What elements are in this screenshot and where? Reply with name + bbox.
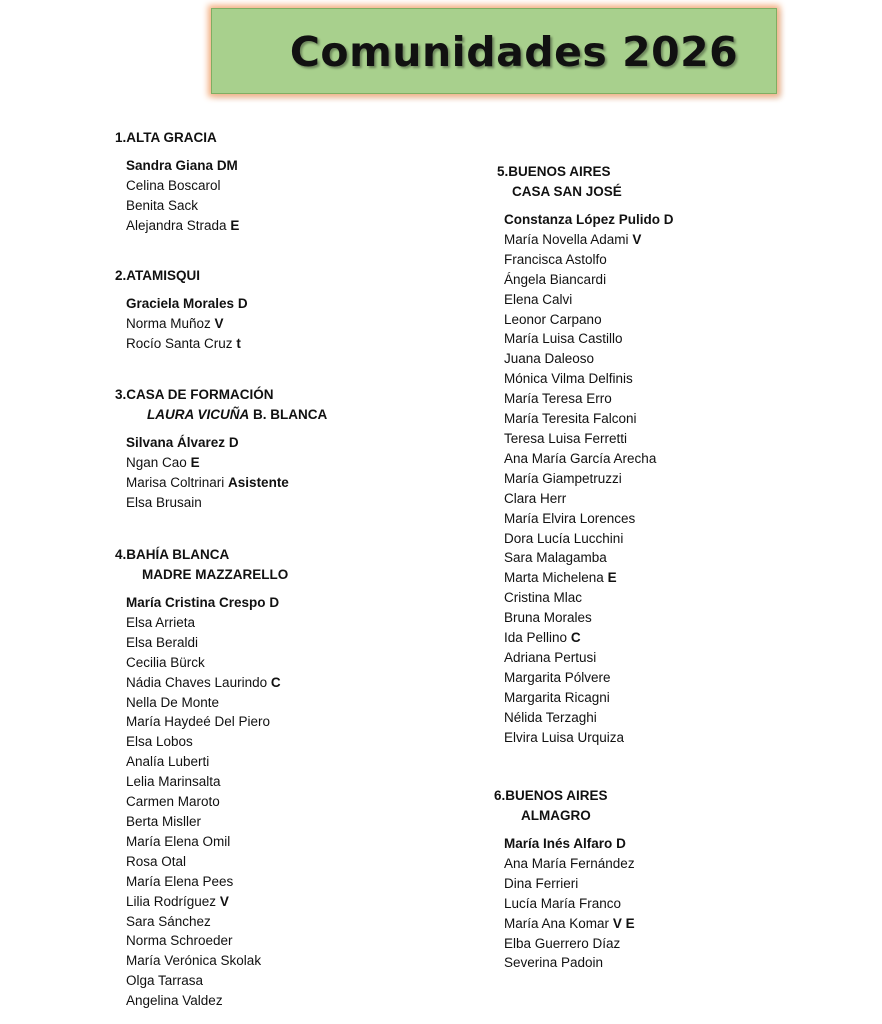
- role-badge: D: [237, 296, 248, 311]
- member-name: Olga Tarrasa: [126, 973, 204, 989]
- member-name: Elsa Arrieta: [126, 614, 196, 630]
- community-header: 3.CASA DE FORMACIÓN LAURA VICUÑA B. BLANCA: [115, 387, 328, 422]
- member-name: Elsa Lobos: [126, 734, 193, 750]
- member-name: Elba Guerrero Díaz: [504, 935, 621, 951]
- member-name: Margarita Ricagni: [504, 689, 610, 705]
- member-name: María Verónica Skolak: [126, 953, 262, 969]
- member-name: Lilia Rodríguez V: [126, 893, 229, 909]
- director-name: María Cristina Crespo D: [126, 595, 280, 610]
- member-name: Norma Muñoz V: [126, 315, 224, 331]
- role-badge: V: [214, 315, 224, 331]
- member-name: María Elena Omil: [126, 833, 231, 849]
- role-badge: D: [228, 435, 239, 450]
- member-name: Adriana Pertusi: [504, 649, 597, 665]
- community-header: 1.ALTA GRACIA: [115, 130, 217, 145]
- member-name: Marta Michelena E: [504, 570, 617, 586]
- member-name: Rosa Otal: [126, 853, 187, 869]
- member-name: María Elena Pees: [126, 873, 234, 889]
- member-name: Rocío Santa Cruz t: [126, 335, 241, 351]
- member-name: Lucía María Franco: [504, 895, 622, 911]
- member-list: [504, 210, 674, 747]
- member-name: Juana Daleoso: [504, 351, 595, 367]
- member-name: Sara Sánchez: [126, 913, 211, 929]
- member-name: Elena Calvi: [504, 291, 573, 307]
- member-name: Benita Sack: [126, 197, 199, 213]
- community-buenos-aires-casa-san-jose: [497, 162, 674, 747]
- member-name: Analía Luberti: [126, 754, 210, 770]
- member-name: Margarita Pólvere: [504, 669, 611, 685]
- member-name: María Haydeé Del Piero: [126, 714, 271, 730]
- member-name: María Luisa Castillo: [504, 331, 623, 347]
- page-title: Comunidades 2026: [289, 28, 739, 76]
- member-name: Cristina Mlac: [504, 590, 583, 606]
- member-name: Nella De Monte: [126, 694, 220, 710]
- member-name: Celina Boscarol: [126, 177, 221, 193]
- member-name: María Giampetruzzi: [504, 470, 622, 486]
- member-name: Nélida Terzaghi: [504, 709, 597, 725]
- role-badge: E: [190, 454, 200, 470]
- title-banner: [211, 8, 777, 94]
- director-name: Graciela Morales D: [126, 296, 248, 311]
- role-badge: DM: [216, 158, 238, 173]
- member-list: [126, 156, 239, 236]
- role-badge: Asistente: [228, 474, 289, 490]
- community-atamisqui: [115, 266, 248, 354]
- member-name: Dora Lucía Lucchini: [504, 530, 624, 546]
- member-list: [126, 294, 248, 354]
- member-name: Ngan Cao E: [126, 454, 200, 470]
- member-name: Elsa Brusain: [126, 494, 202, 510]
- community-casa-de-formacion: [115, 385, 327, 513]
- member-name: Carmen Maroto: [126, 794, 220, 810]
- role-badge: V: [219, 893, 229, 909]
- member-name: Berta Misller: [126, 813, 202, 829]
- member-name: Mónica Vilma Delfinis: [504, 371, 633, 387]
- member-name: Ángela Biancardi: [504, 271, 607, 287]
- role-badge: D: [616, 836, 626, 851]
- member-name: Norma Schroeder: [126, 933, 233, 949]
- director-name: Sandra Giana DM: [126, 158, 238, 173]
- member-name: Angelina Valdez: [126, 993, 223, 1009]
- member-name: Francisca Astolfo: [504, 251, 607, 267]
- member-name: Ida Pellino C: [504, 630, 581, 646]
- community-buenos-aires-almagro: [494, 786, 635, 973]
- role-badge: D: [663, 212, 674, 227]
- member-name: María Teresa Erro: [504, 391, 612, 407]
- community-bahia-blanca: [115, 545, 288, 1011]
- member-name: Cecilia Bürck: [126, 654, 205, 670]
- member-name: Ana María Fernández: [504, 855, 635, 871]
- community-header: 6.BUENOS AIRES ALMAGRO: [494, 788, 608, 823]
- role-badge: V E: [612, 915, 635, 931]
- member-name: Severina Padoin: [504, 955, 604, 971]
- member-name: Lelia Marinsalta: [126, 774, 221, 790]
- member-name: Leonor Carpano: [504, 311, 602, 327]
- role-badge: C: [270, 674, 281, 690]
- member-list: [126, 433, 327, 513]
- member-list: [126, 593, 288, 1011]
- community-alta-gracia: [115, 128, 239, 236]
- director-name: Silvana Álvarez D: [126, 435, 239, 450]
- member-name: María Ana Komar V E: [504, 915, 635, 931]
- member-name: Elsa Beraldi: [126, 634, 199, 650]
- role-badge: V: [632, 231, 642, 247]
- member-name: Alejandra Strada E: [126, 217, 240, 233]
- member-name: Clara Herr: [504, 490, 567, 506]
- member-name: Teresa Luisa Ferretti: [504, 430, 628, 446]
- role-badge: E: [607, 570, 617, 586]
- member-list: [504, 834, 635, 973]
- role-badge: E: [230, 217, 240, 233]
- community-header: 5.BUENOS AIRES CASA SAN JOSÉ: [497, 164, 622, 199]
- role-badge: t: [236, 335, 241, 351]
- member-name: María Novella Adami V: [504, 231, 642, 247]
- member-name: Elvira Luisa Urquiza: [504, 729, 625, 745]
- role-badge: D: [269, 595, 280, 610]
- role-badge: C: [570, 630, 581, 646]
- member-name: Nádia Chaves Laurindo C: [126, 674, 281, 690]
- member-name: Dina Ferrieri: [504, 875, 579, 891]
- community-header: 4.BAHÍA BLANCA MADRE MAZZARELLO: [115, 547, 289, 582]
- director-name: Constanza López Pulido D: [504, 212, 674, 227]
- member-name: Marisa Coltrinari Asistente: [126, 474, 289, 490]
- member-name: Sara Malagamba: [504, 550, 607, 566]
- member-name: Ana María García Arecha: [504, 450, 657, 466]
- member-name: María Elvira Lorences: [504, 510, 636, 526]
- director-name: María Inés Alfaro D: [504, 836, 626, 851]
- community-header: 2.ATAMISQUI: [115, 268, 201, 283]
- member-name: Bruna Morales: [504, 610, 592, 626]
- member-name: María Teresita Falconi: [504, 411, 637, 427]
